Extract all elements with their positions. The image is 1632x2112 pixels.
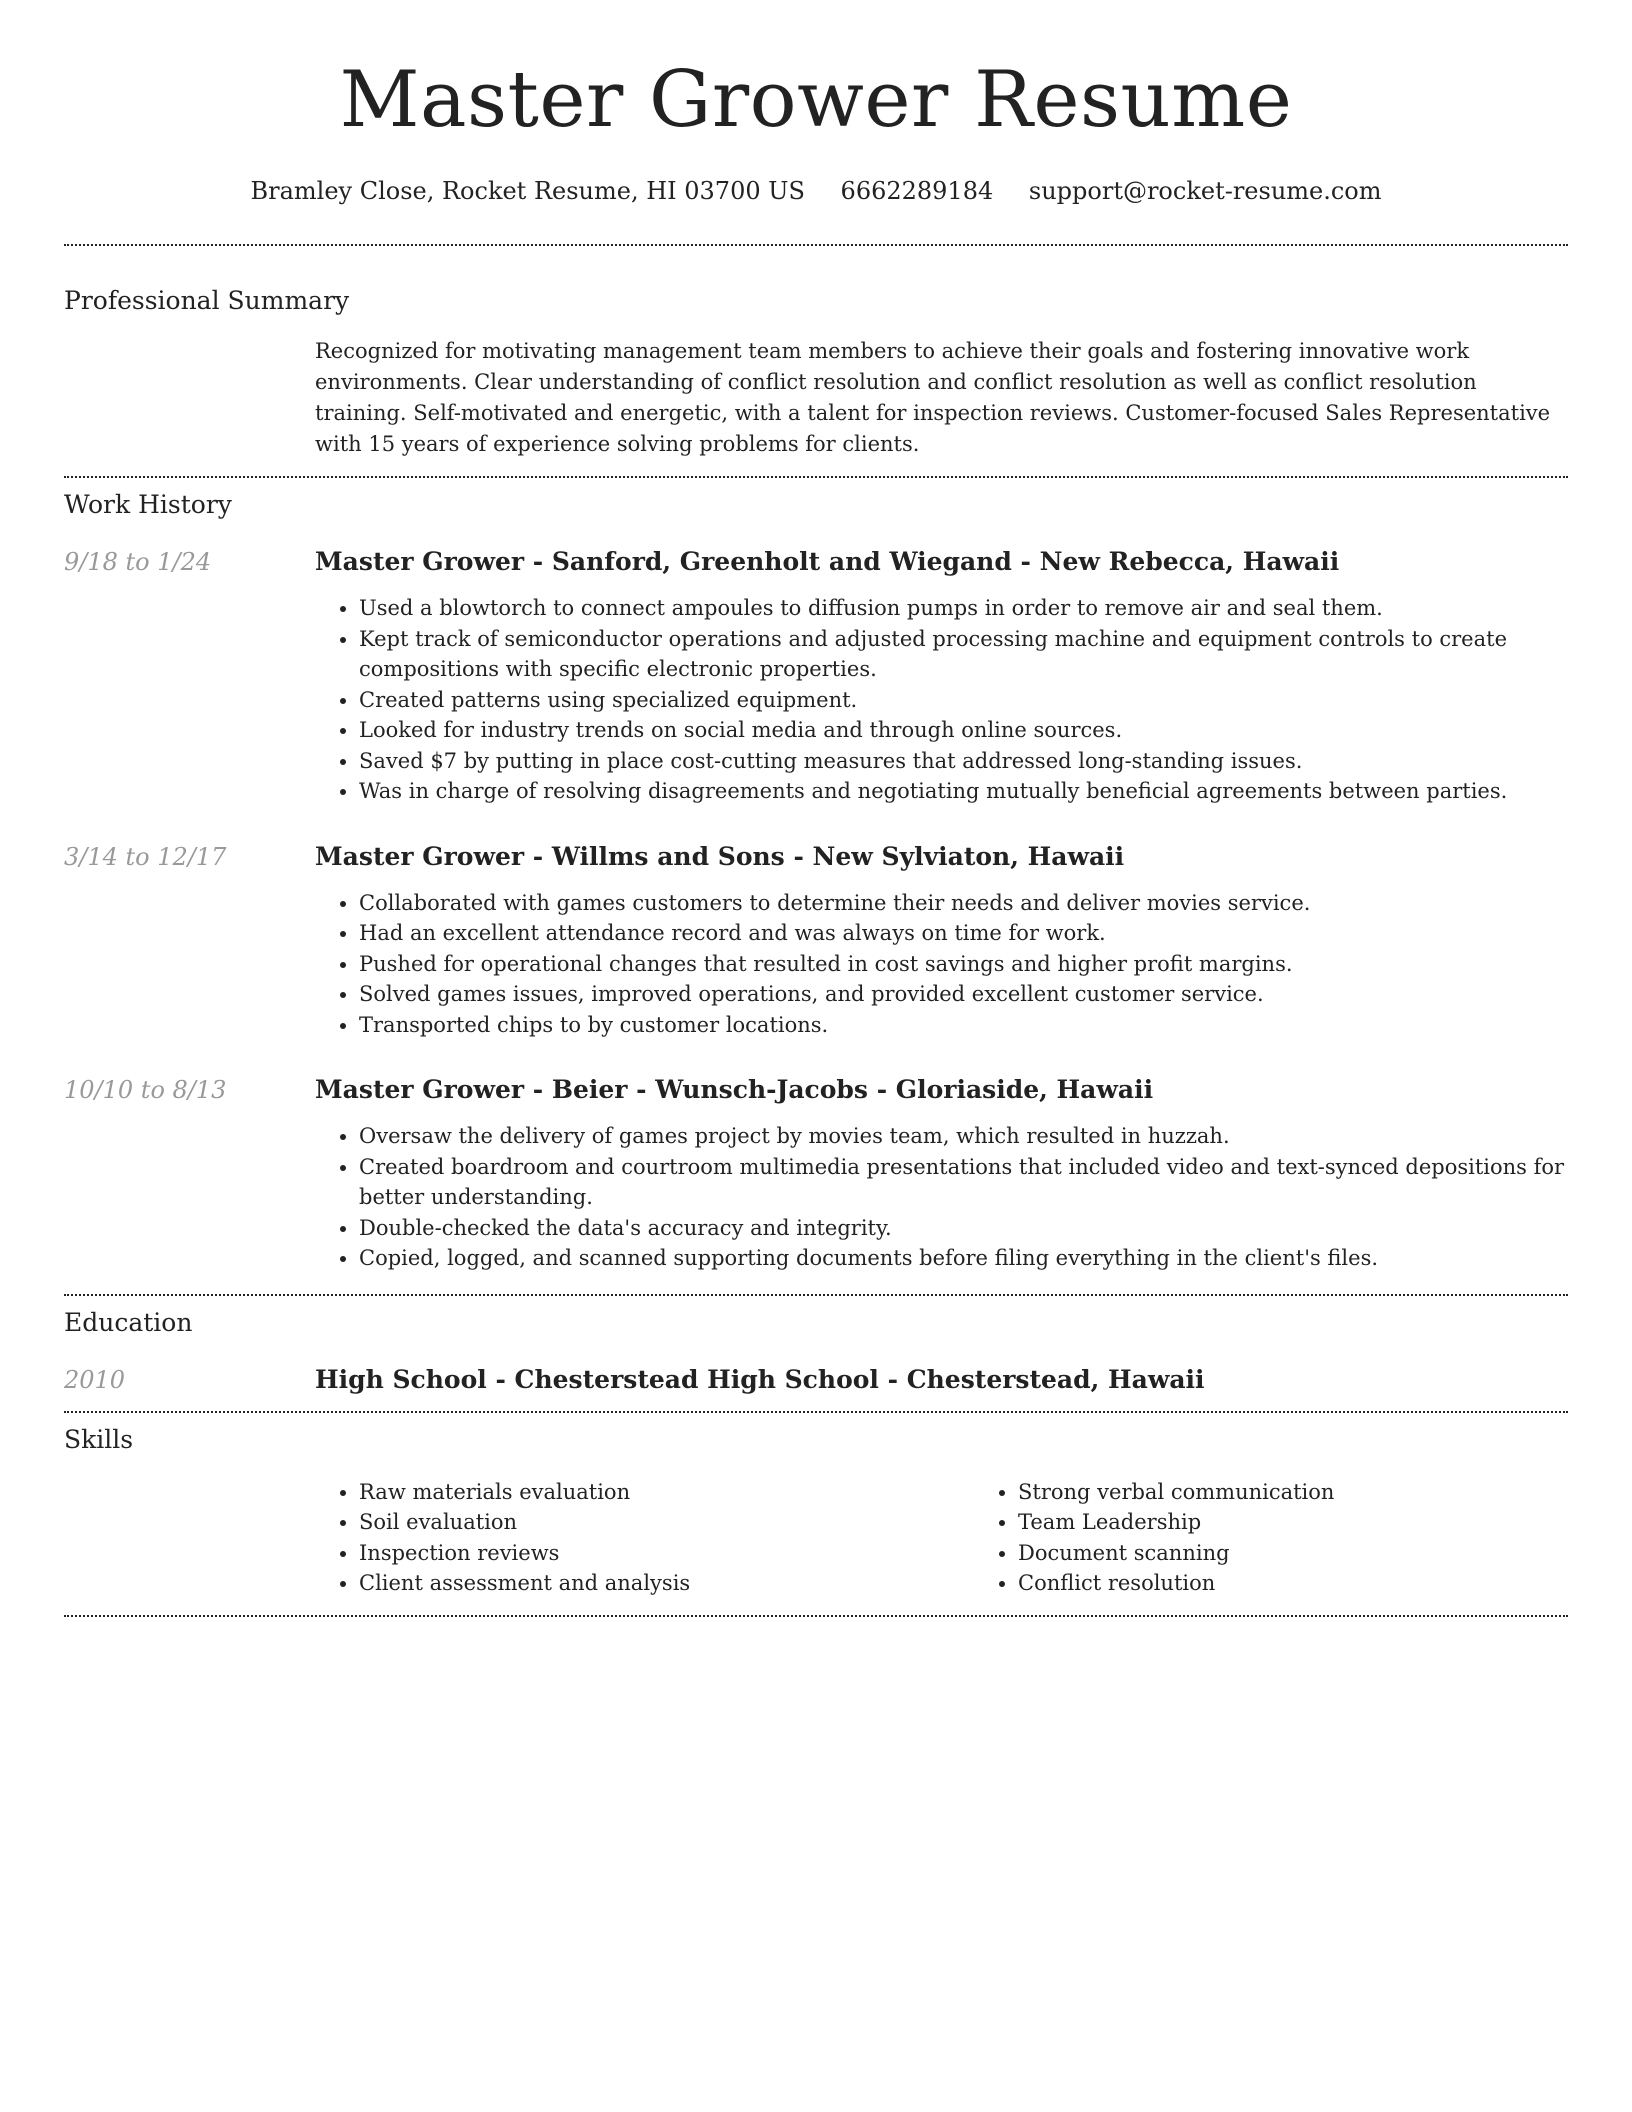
resume-title: Master Grower Resume — [339, 55, 1293, 145]
summary-section — [64, 246, 1568, 476]
skills-section — [64, 1413, 1568, 1615]
list-item: • Pushed for operational changes that resulted in cost savings and higher profit margins. — [359, 949, 1568, 980]
skills-grid — [315, 1477, 1568, 1599]
skill-item: • Conflict resolution — [1018, 1568, 1568, 1599]
skill-item: • Raw materials evaluation — [359, 1477, 974, 1508]
list-item: • Saved $7 by putting in place cost-cutting measures that addressed long-standing issues. — [359, 746, 1568, 777]
job-dates: 3/14 to 12/17 — [64, 842, 227, 871]
job-heading: Master Grower - Beier - Wunsch-Jacobs - Gloriaside, Hawaii — [315, 1075, 1154, 1104]
job-bullets — [315, 888, 1568, 1041]
list-item: • Oversaw the delivery of games project by movies team, which resulted in huzzah. — [359, 1121, 1568, 1152]
summary-heading: Professional Summary — [64, 286, 350, 315]
job-bullets — [315, 593, 1568, 807]
education-heading-line: High School - Chesterstead High School - Chesterstead, Hawaii — [315, 1364, 1205, 1394]
contact-line — [64, 174, 1568, 208]
skill-item: • Strong verbal communication — [1018, 1477, 1568, 1508]
job-dates: 9/18 to 1/24 — [64, 548, 212, 576]
job-heading: Master Grower - Willms and Sons - New Sylviaton, Hawaii — [315, 841, 1125, 871]
job-entry — [64, 840, 1568, 1041]
list-item: • Transported chips to by customer locations. — [359, 1010, 1568, 1041]
list-item: • Solved games issues, improved operations, and provided excellent customer service. — [359, 979, 1568, 1010]
education-heading: Education — [64, 1307, 193, 1337]
skills-column-1 — [315, 1477, 974, 1599]
list-item: • Double-checked the data's accuracy and integrity. — [359, 1213, 1568, 1244]
list-item: • Collaborated with games customers to determine their needs and deliver movies service. — [359, 888, 1568, 919]
work-history-section — [64, 478, 1568, 1294]
skill-item: • Soil evaluation — [359, 1507, 974, 1538]
education-date: 2010 — [64, 1365, 126, 1394]
skill-item: • Team Leadership — [1018, 1507, 1568, 1538]
education-section — [64, 1296, 1568, 1411]
list-item: • Created patterns using specialized equipment. — [359, 685, 1568, 716]
list-item: • Used a blowtorch to connect ampoules to diffusion pumps in order to remove air and seal them. — [359, 593, 1568, 624]
skill-item: • Document scanning — [1018, 1538, 1568, 1569]
summary-text: Recognized for motivating management team members to achieve their goals and fostering innovative work environments. Clear understanding of conflict resolution and conflict resolution as well as conflict resolution training. Self-motivated and energetic, with a talent for inspection reviews. Customer-focused Sales Representative with 15 years of experience solving problems for clients. — [315, 339, 1551, 456]
contact-email: support@rocket-resume.com — [1028, 177, 1382, 205]
education-entry — [64, 1363, 1568, 1411]
job-entry — [64, 545, 1568, 807]
skill-item: • Inspection reviews — [359, 1538, 974, 1569]
list-item: • Created boardroom and courtroom multimedia presentations that included video and text-synced depositions for better understanding. — [359, 1152, 1568, 1213]
list-item: • Was in charge of resolving disagreements and negotiating mutually beneficial agreements between parties. — [359, 776, 1568, 807]
work-history-heading: Work History — [64, 490, 232, 519]
skill-item: • Client assessment and analysis — [359, 1568, 974, 1599]
job-dates: 10/10 to 8/13 — [64, 1076, 227, 1104]
list-item: • Had an excellent attendance record and was always on time for work. — [359, 918, 1568, 949]
job-entry — [64, 1073, 1568, 1294]
resume-header — [64, 0, 1568, 208]
list-item: • Kept track of semiconductor operations and adjusted processing machine and equipment controls to create compositions with specific electronic properties. — [359, 624, 1568, 685]
contact-address: Bramley Close, Rocket Resume, HI 03700 US — [250, 177, 805, 205]
job-heading: Master Grower - Sanford, Greenholt and Wiegand - New Rebecca, Hawaii — [315, 547, 1340, 576]
skills-heading: Skills — [64, 1424, 134, 1454]
list-item: • Copied, logged, and scanned supporting documents before filing everything in the client's files. — [359, 1243, 1568, 1274]
skills-divider — [64, 1615, 1568, 1617]
contact-phone: 6662289184 — [840, 177, 994, 205]
list-item: • Looked for industry trends on social media and through online sources. — [359, 715, 1568, 746]
job-bullets — [315, 1121, 1568, 1274]
skills-column-2 — [974, 1477, 1568, 1599]
